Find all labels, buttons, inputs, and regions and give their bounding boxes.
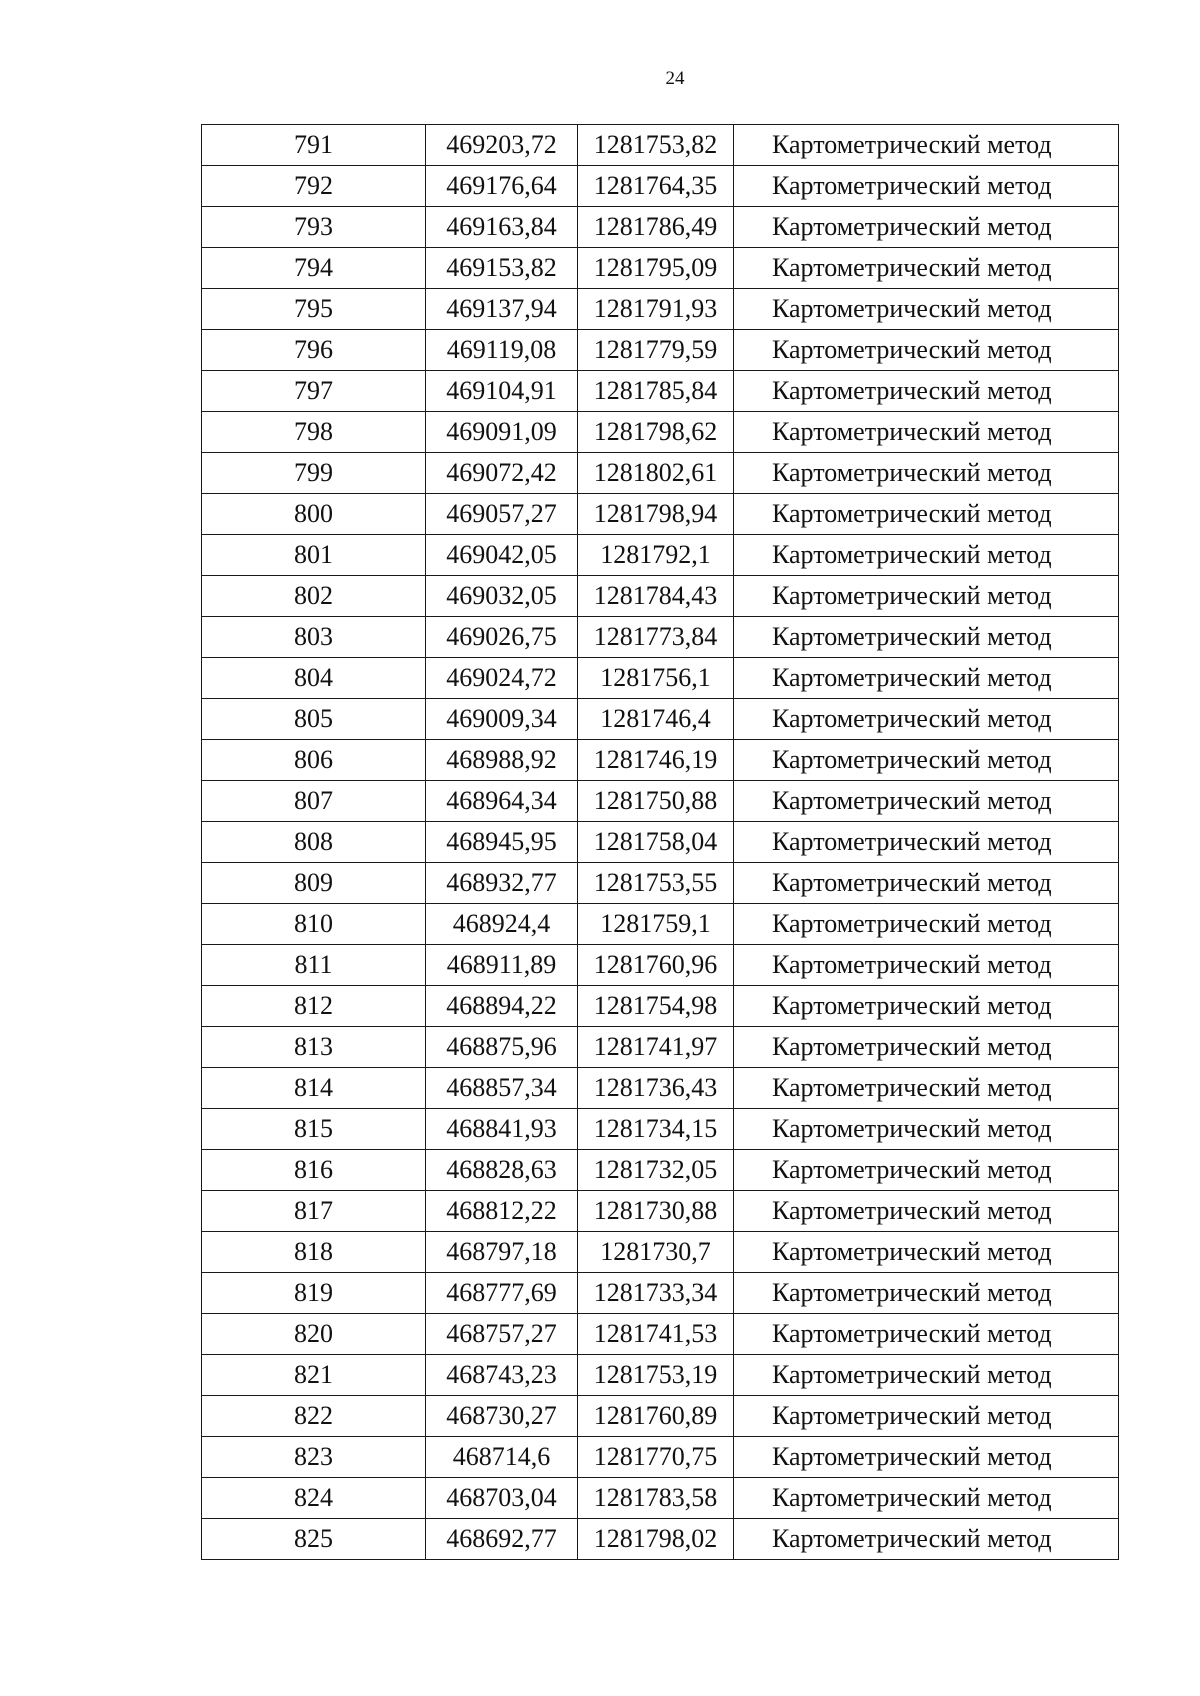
table-row xyxy=(202,740,1119,781)
cell-x-coordinate: 469091,09 xyxy=(426,412,578,453)
cell-method: Картометрический метод xyxy=(734,1355,1119,1396)
cell-y-coordinate: 1281791,93 xyxy=(578,289,734,330)
cell-x-coordinate: 468797,18 xyxy=(426,1232,578,1273)
cell-point-number: 798 xyxy=(202,412,426,453)
cell-method: Картометрический метод xyxy=(734,535,1119,576)
table-row xyxy=(202,576,1119,617)
cell-method: Картометрический метод xyxy=(734,207,1119,248)
cell-method: Картометрический метод xyxy=(734,453,1119,494)
cell-method: Картометрический метод xyxy=(734,1068,1119,1109)
cell-y-coordinate: 1281760,96 xyxy=(578,945,734,986)
cell-method: Картометрический метод xyxy=(734,1027,1119,1068)
cell-y-coordinate: 1281758,04 xyxy=(578,822,734,863)
cell-x-coordinate: 468932,77 xyxy=(426,863,578,904)
cell-point-number: 824 xyxy=(202,1478,426,1519)
cell-x-coordinate: 468703,04 xyxy=(426,1478,578,1519)
cell-point-number: 799 xyxy=(202,453,426,494)
cell-point-number: 822 xyxy=(202,1396,426,1437)
cell-y-coordinate: 1281773,84 xyxy=(578,617,734,658)
cell-point-number: 796 xyxy=(202,330,426,371)
cell-y-coordinate: 1281741,53 xyxy=(578,1314,734,1355)
cell-method: Картометрический метод xyxy=(734,1232,1119,1273)
cell-method: Картометрический метод xyxy=(734,863,1119,904)
table-row xyxy=(202,658,1119,699)
cell-point-number: 817 xyxy=(202,1191,426,1232)
table-row xyxy=(202,166,1119,207)
table-row xyxy=(202,1191,1119,1232)
cell-point-number: 804 xyxy=(202,658,426,699)
table-row xyxy=(202,1273,1119,1314)
cell-method: Картометрический метод xyxy=(734,1396,1119,1437)
cell-x-coordinate: 468924,4 xyxy=(426,904,578,945)
cell-x-coordinate: 469057,27 xyxy=(426,494,578,535)
cell-method: Картометрический метод xyxy=(734,781,1119,822)
cell-x-coordinate: 468894,22 xyxy=(426,986,578,1027)
cell-y-coordinate: 1281779,59 xyxy=(578,330,734,371)
cell-method: Картометрический метод xyxy=(734,330,1119,371)
cell-point-number: 810 xyxy=(202,904,426,945)
table-row xyxy=(202,1027,1119,1068)
table-row xyxy=(202,494,1119,535)
cell-x-coordinate: 469153,82 xyxy=(426,248,578,289)
cell-point-number: 819 xyxy=(202,1273,426,1314)
cell-x-coordinate: 468743,23 xyxy=(426,1355,578,1396)
cell-method: Картометрический метод xyxy=(734,371,1119,412)
cell-y-coordinate: 1281756,1 xyxy=(578,658,734,699)
table-row xyxy=(202,945,1119,986)
cell-point-number: 808 xyxy=(202,822,426,863)
cell-y-coordinate: 1281730,7 xyxy=(578,1232,734,1273)
cell-method: Картометрический метод xyxy=(734,1191,1119,1232)
cell-x-coordinate: 468730,27 xyxy=(426,1396,578,1437)
cell-y-coordinate: 1281746,4 xyxy=(578,699,734,740)
cell-x-coordinate: 468777,69 xyxy=(426,1273,578,1314)
cell-point-number: 792 xyxy=(202,166,426,207)
table-row xyxy=(202,1396,1119,1437)
table-row xyxy=(202,1478,1119,1519)
table-row xyxy=(202,699,1119,740)
cell-y-coordinate: 1281798,94 xyxy=(578,494,734,535)
table-row xyxy=(202,289,1119,330)
cell-method: Картометрический метод xyxy=(734,699,1119,740)
cell-x-coordinate: 469137,94 xyxy=(426,289,578,330)
cell-y-coordinate: 1281733,34 xyxy=(578,1273,734,1314)
table-row xyxy=(202,863,1119,904)
table-row xyxy=(202,986,1119,1027)
cell-x-coordinate: 468945,95 xyxy=(426,822,578,863)
table-row xyxy=(202,330,1119,371)
cell-y-coordinate: 1281736,43 xyxy=(578,1068,734,1109)
cell-point-number: 803 xyxy=(202,617,426,658)
table-row xyxy=(202,412,1119,453)
table-row xyxy=(202,535,1119,576)
cell-x-coordinate: 468857,34 xyxy=(426,1068,578,1109)
cell-y-coordinate: 1281783,58 xyxy=(578,1478,734,1519)
cell-point-number: 800 xyxy=(202,494,426,535)
cell-point-number: 818 xyxy=(202,1232,426,1273)
cell-point-number: 793 xyxy=(202,207,426,248)
cell-method: Картометрический метод xyxy=(734,125,1119,166)
cell-method: Картометрический метод xyxy=(734,1437,1119,1478)
cell-y-coordinate: 1281750,88 xyxy=(578,781,734,822)
table-row xyxy=(202,1437,1119,1478)
page-number: 24 xyxy=(665,68,685,89)
table-row xyxy=(202,1519,1119,1560)
cell-x-coordinate: 469009,34 xyxy=(426,699,578,740)
cell-x-coordinate: 469104,91 xyxy=(426,371,578,412)
cell-point-number: 815 xyxy=(202,1109,426,1150)
cell-x-coordinate: 468911,89 xyxy=(426,945,578,986)
cell-y-coordinate: 1281798,02 xyxy=(578,1519,734,1560)
cell-x-coordinate: 469119,08 xyxy=(426,330,578,371)
cell-method: Картометрический метод xyxy=(734,248,1119,289)
cell-method: Картометрический метод xyxy=(734,166,1119,207)
cell-y-coordinate: 1281753,55 xyxy=(578,863,734,904)
cell-x-coordinate: 469042,05 xyxy=(426,535,578,576)
table-row xyxy=(202,207,1119,248)
cell-method: Картометрический метод xyxy=(734,1273,1119,1314)
cell-method: Картометрический метод xyxy=(734,617,1119,658)
cell-y-coordinate: 1281764,35 xyxy=(578,166,734,207)
cell-point-number: 813 xyxy=(202,1027,426,1068)
table-row xyxy=(202,1314,1119,1355)
cell-y-coordinate: 1281759,1 xyxy=(578,904,734,945)
cell-y-coordinate: 1281798,62 xyxy=(578,412,734,453)
cell-point-number: 820 xyxy=(202,1314,426,1355)
cell-method: Картометрический метод xyxy=(734,822,1119,863)
table-row xyxy=(202,453,1119,494)
cell-method: Картометрический метод xyxy=(734,494,1119,535)
table-row xyxy=(202,822,1119,863)
cell-method: Картометрический метод xyxy=(734,289,1119,330)
cell-point-number: 797 xyxy=(202,371,426,412)
cell-x-coordinate: 469024,72 xyxy=(426,658,578,699)
cell-x-coordinate: 468841,93 xyxy=(426,1109,578,1150)
cell-y-coordinate: 1281753,19 xyxy=(578,1355,734,1396)
cell-x-coordinate: 468828,63 xyxy=(426,1150,578,1191)
cell-y-coordinate: 1281746,19 xyxy=(578,740,734,781)
cell-method: Картометрический метод xyxy=(734,1478,1119,1519)
cell-x-coordinate: 468875,96 xyxy=(426,1027,578,1068)
table-row xyxy=(202,125,1119,166)
cell-point-number: 814 xyxy=(202,1068,426,1109)
cell-y-coordinate: 1281730,88 xyxy=(578,1191,734,1232)
cell-point-number: 809 xyxy=(202,863,426,904)
table-row xyxy=(202,904,1119,945)
cell-point-number: 806 xyxy=(202,740,426,781)
cell-point-number: 801 xyxy=(202,535,426,576)
cell-x-coordinate: 468757,27 xyxy=(426,1314,578,1355)
table-row xyxy=(202,617,1119,658)
cell-y-coordinate: 1281770,75 xyxy=(578,1437,734,1478)
cell-method: Картометрический метод xyxy=(734,1150,1119,1191)
table-row xyxy=(202,1150,1119,1191)
table-row xyxy=(202,1109,1119,1150)
cell-point-number: 802 xyxy=(202,576,426,617)
table-row xyxy=(202,1068,1119,1109)
cell-y-coordinate: 1281785,84 xyxy=(578,371,734,412)
coordinates-table-body xyxy=(202,125,1119,1560)
cell-method: Картометрический метод xyxy=(734,1314,1119,1355)
cell-point-number: 812 xyxy=(202,986,426,1027)
cell-point-number: 794 xyxy=(202,248,426,289)
cell-x-coordinate: 468964,34 xyxy=(426,781,578,822)
cell-x-coordinate: 468714,6 xyxy=(426,1437,578,1478)
cell-x-coordinate: 469163,84 xyxy=(426,207,578,248)
cell-y-coordinate: 1281741,97 xyxy=(578,1027,734,1068)
cell-method: Картометрический метод xyxy=(734,945,1119,986)
cell-y-coordinate: 1281802,61 xyxy=(578,453,734,494)
cell-x-coordinate: 469176,64 xyxy=(426,166,578,207)
cell-method: Картометрический метод xyxy=(734,986,1119,1027)
cell-method: Картометрический метод xyxy=(734,576,1119,617)
cell-y-coordinate: 1281734,15 xyxy=(578,1109,734,1150)
cell-point-number: 807 xyxy=(202,781,426,822)
cell-point-number: 823 xyxy=(202,1437,426,1478)
cell-y-coordinate: 1281795,09 xyxy=(578,248,734,289)
cell-x-coordinate: 468988,92 xyxy=(426,740,578,781)
cell-method: Картометрический метод xyxy=(734,658,1119,699)
cell-y-coordinate: 1281760,89 xyxy=(578,1396,734,1437)
coordinates-table xyxy=(201,124,1119,1560)
cell-method: Картометрический метод xyxy=(734,904,1119,945)
cell-point-number: 821 xyxy=(202,1355,426,1396)
cell-x-coordinate: 468812,22 xyxy=(426,1191,578,1232)
cell-y-coordinate: 1281753,82 xyxy=(578,125,734,166)
cell-y-coordinate: 1281786,49 xyxy=(578,207,734,248)
cell-method: Картометрический метод xyxy=(734,1519,1119,1560)
cell-point-number: 805 xyxy=(202,699,426,740)
cell-x-coordinate: 468692,77 xyxy=(426,1519,578,1560)
cell-x-coordinate: 469026,75 xyxy=(426,617,578,658)
cell-point-number: 811 xyxy=(202,945,426,986)
cell-point-number: 795 xyxy=(202,289,426,330)
table-row xyxy=(202,371,1119,412)
cell-y-coordinate: 1281792,1 xyxy=(578,535,734,576)
table-row xyxy=(202,1232,1119,1273)
cell-y-coordinate: 1281784,43 xyxy=(578,576,734,617)
cell-x-coordinate: 469203,72 xyxy=(426,125,578,166)
table-row xyxy=(202,248,1119,289)
cell-method: Картометрический метод xyxy=(734,412,1119,453)
cell-y-coordinate: 1281732,05 xyxy=(578,1150,734,1191)
cell-x-coordinate: 469072,42 xyxy=(426,453,578,494)
cell-x-coordinate: 469032,05 xyxy=(426,576,578,617)
cell-point-number: 816 xyxy=(202,1150,426,1191)
cell-point-number: 825 xyxy=(202,1519,426,1560)
cell-y-coordinate: 1281754,98 xyxy=(578,986,734,1027)
cell-method: Картометрический метод xyxy=(734,1109,1119,1150)
table-row xyxy=(202,781,1119,822)
cell-method: Картометрический метод xyxy=(734,740,1119,781)
table-row xyxy=(202,1355,1119,1396)
cell-point-number: 791 xyxy=(202,125,426,166)
